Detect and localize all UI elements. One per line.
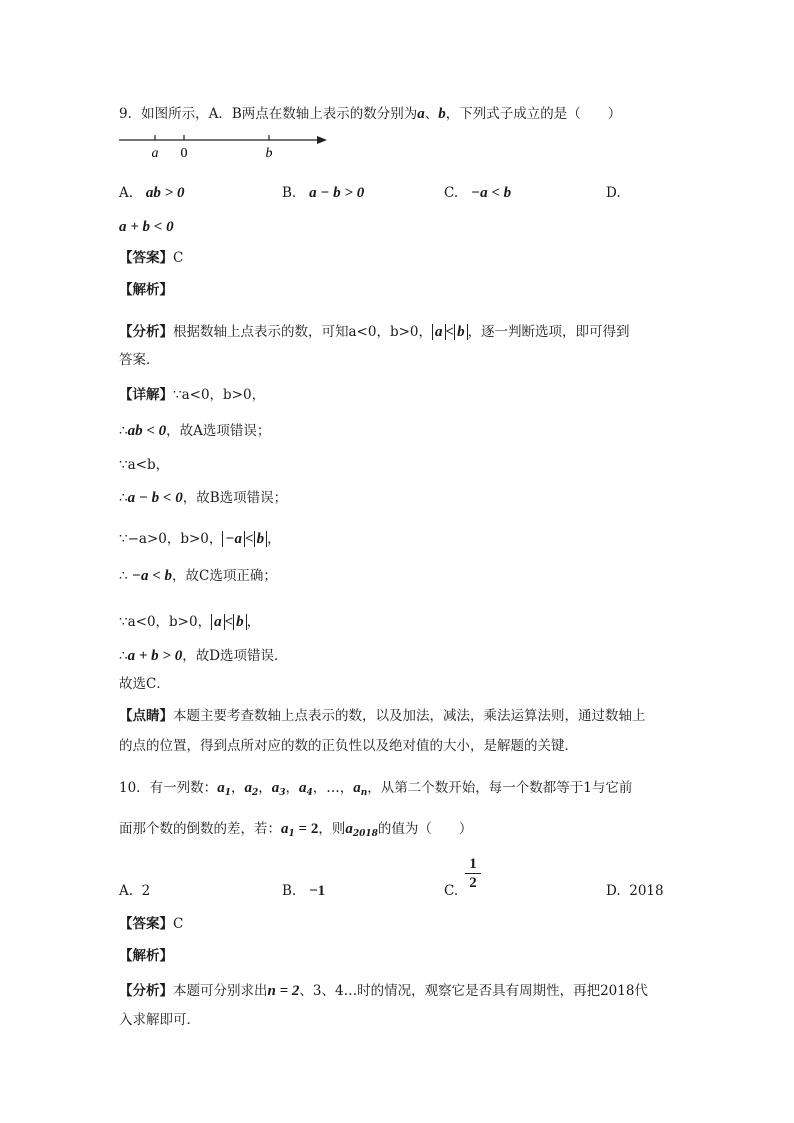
- axis-label-a: a: [151, 146, 159, 161]
- q10-option-b: B. −1: [282, 883, 326, 899]
- q10-analysis-heading: 【解析】: [119, 948, 173, 964]
- q10-option-a: A. 2: [119, 883, 151, 899]
- q9-answer: 【答案】C: [119, 250, 184, 266]
- q9-step-2: ∴ab < 0，故A选项错误；: [119, 423, 271, 439]
- q9-step-7: ∵a<0，b>0， a < b ，: [119, 614, 261, 630]
- q10-fenxi-cont: 入求解即可．: [119, 1012, 200, 1028]
- q9-fenxi: 【分析】根据数轴上点表示的数，可知a<0，b>0， a < b ，逐一判断选项，即可得到: [119, 324, 630, 340]
- fraction-bar: [465, 873, 481, 874]
- q9-step-6: ∴ −a < b，故C选项正确；: [119, 568, 277, 584]
- axis-label-zero: 0: [180, 146, 188, 161]
- q9-step-5: ∵−a>0，b>0， −a < b ，: [119, 531, 281, 547]
- q9-option-c: C. −a < b: [444, 185, 512, 201]
- q10-stem: 10．有一列数：$a_1$，$a_2$，$a_3$，$a_4$，…，$a_n$，从第二个数开始，每一个数都等于1与它前: [119, 780, 633, 798]
- q9-detail: 【详解】∵a<0，b>0，: [119, 387, 266, 403]
- q9-option-b: B. a − b > 0: [282, 185, 365, 201]
- q9-dianjing: 【点睛】本题主要考查数轴上点表示的数，以及加法，减法，乘法运算法则，通过数轴上: [119, 708, 646, 724]
- q9-dianjing-cont: 的点的位置，得到点所对应的数的正负性以及绝对值的大小，是解题的关键．: [119, 738, 578, 754]
- q9-analysis-heading: 【解析】: [119, 282, 173, 298]
- q10-stem-cont: 面那个数的倒数的差，若：$a_1 = 2$，则$a_{2018}$的值为（ ）: [119, 821, 473, 839]
- q9-step-4: ∴a − b < 0，故B选项错误；: [119, 490, 288, 506]
- number-line-figure: [117, 131, 332, 161]
- axis-label-b: b: [265, 146, 273, 161]
- q9-fenxi-cont: 答案．: [119, 352, 160, 368]
- q9-step-8: ∴a + b > 0，故D选项错误．: [119, 648, 288, 664]
- axis-arrow-icon: [317, 136, 327, 144]
- q10-option-c: C.: [444, 883, 459, 899]
- q10-answer: 【答案】C: [119, 916, 184, 932]
- q9-choose: 故选C．: [119, 676, 170, 692]
- q9-stem: 9．如图所示，A．B两点在数轴上表示的数分别为a、b，下列式子成立的是（ ）: [119, 106, 622, 122]
- q9-option-a: A. ab > 0: [119, 185, 185, 201]
- q9-option-d-label: D.: [606, 185, 621, 201]
- q9-option-d-expr: a + b < 0: [119, 219, 174, 235]
- q10-option-c-fraction: 1 2: [465, 856, 481, 891]
- q9-step-3: ∵a<b，: [119, 457, 170, 473]
- q10-option-d: D. 2018: [606, 883, 664, 899]
- q10-fenxi: 【分析】本题可分别求出n = 2、3、4…时的情况，观察它是否具有周期性，再把2018代: [119, 983, 648, 999]
